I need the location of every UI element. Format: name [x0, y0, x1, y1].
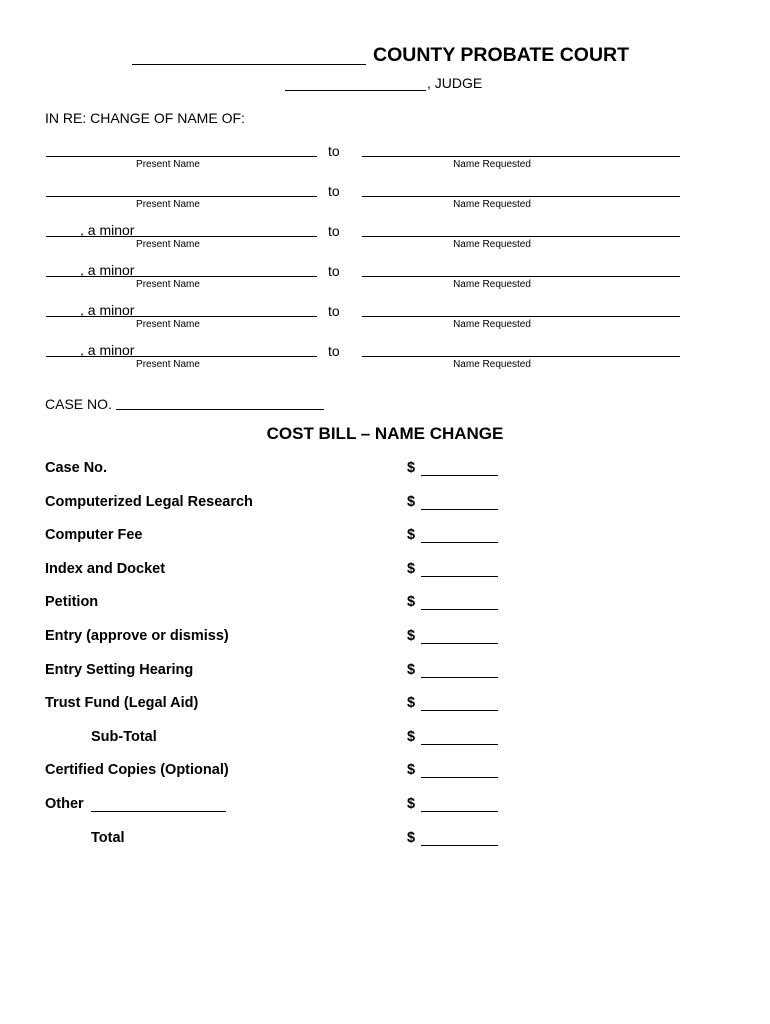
name-row: [0, 302, 770, 336]
name-requested-caption: Name Requested: [453, 359, 531, 370]
cost-item-row: [0, 695, 770, 717]
amount-blank: [421, 811, 498, 812]
name-row: [0, 222, 770, 256]
court-title: COUNTY PROBATE COURT: [373, 44, 630, 66]
cost-item-label: Entry Setting Hearing: [45, 661, 194, 678]
present-name-blank: [46, 196, 317, 197]
present-name-caption: Present Name: [136, 239, 200, 250]
judge-line: [0, 74, 770, 94]
case-number-blank: [116, 409, 324, 410]
present-name-caption: Present Name: [136, 279, 200, 290]
dollar-sign: $: [407, 594, 416, 611]
amount-blank: [421, 609, 498, 610]
dollar-sign: $: [407, 661, 416, 678]
cost-item-label: Total: [91, 829, 125, 846]
minor-label: , a minor: [80, 302, 135, 318]
requested-name-blank: [362, 156, 680, 157]
amount-blank: [421, 475, 498, 476]
dollar-sign: $: [407, 493, 416, 510]
amount-blank: [421, 710, 498, 711]
amount-blank: [421, 542, 498, 543]
present-name-caption: Present Name: [136, 359, 200, 370]
amount-blank: [421, 509, 498, 510]
name-row: [0, 182, 770, 216]
name-requested-caption: Name Requested: [453, 239, 531, 250]
amount-blank: [421, 777, 498, 778]
requested-name-blank: [362, 276, 680, 277]
to-label: to: [328, 183, 340, 199]
cost-item-row: [0, 494, 770, 516]
present-name-blank: [46, 156, 317, 157]
dollar-sign: $: [407, 796, 416, 812]
minor-label: , a minor: [80, 222, 135, 238]
cost-item-label: Trust Fund (Legal Aid): [45, 695, 199, 712]
case-number-label: CASE NO.: [45, 396, 112, 412]
present-name-caption: Present Name: [136, 319, 200, 330]
to-label: to: [328, 143, 340, 159]
cost-item-row: [0, 729, 770, 751]
amount-blank: [421, 845, 498, 846]
court-header: [0, 44, 770, 70]
dollar-sign: $: [407, 728, 416, 745]
cost-item-row: [0, 460, 770, 482]
amount-blank: [421, 677, 498, 678]
dollar-sign: $: [407, 762, 416, 779]
minor-label: , a minor: [80, 262, 135, 278]
cost-item-row: [0, 628, 770, 650]
name-requested-caption: Name Requested: [453, 319, 531, 330]
other-description-blank: [91, 811, 226, 812]
cost-item-label: Sub-Total: [91, 728, 157, 745]
dollar-sign: $: [407, 829, 416, 846]
name-requested-caption: Name Requested: [453, 159, 531, 170]
cost-item-label: Certified Copies (Optional): [45, 762, 229, 779]
dollar-sign: $: [407, 460, 416, 476]
cost-item-label: Computer Fee: [45, 527, 143, 544]
requested-name-blank: [362, 236, 680, 237]
name-requested-caption: Name Requested: [453, 279, 531, 290]
dollar-sign: $: [407, 560, 416, 577]
to-label: to: [328, 343, 340, 359]
name-row: [0, 262, 770, 296]
to-label: to: [328, 263, 340, 279]
cost-item-row: [0, 594, 770, 616]
cost-item-label: Index and Docket: [45, 560, 166, 577]
cost-item-row: [0, 796, 770, 818]
amount-blank: [421, 744, 498, 745]
cost-item-label: Petition: [45, 594, 99, 611]
judge-name-blank: [285, 90, 426, 91]
amount-blank: [421, 576, 498, 577]
cost-bill-title: COST BILL – NAME CHANGE: [266, 424, 504, 443]
name-row: [0, 342, 770, 376]
cost-item-label: Case No.: [45, 460, 108, 476]
requested-name-blank: [362, 316, 680, 317]
cost-item-row: [0, 527, 770, 549]
dollar-sign: $: [407, 628, 416, 644]
name-row: [0, 142, 770, 176]
amount-blank: [421, 643, 498, 644]
present-name-caption: Present Name: [136, 159, 200, 170]
cost-item-label: Entry (approve or dismiss): [45, 628, 229, 644]
cost-item-row: [0, 762, 770, 784]
cost-item-row: [0, 662, 770, 684]
in-re-heading: IN RE: CHANGE OF NAME OF:: [45, 110, 245, 126]
cost-item-row: [0, 830, 770, 852]
cost-item-row: [0, 561, 770, 583]
dollar-sign: $: [407, 695, 416, 712]
name-requested-caption: Name Requested: [453, 199, 531, 210]
to-label: to: [328, 303, 340, 319]
requested-name-blank: [362, 356, 680, 357]
requested-name-blank: [362, 196, 680, 197]
minor-label: , a minor: [80, 342, 135, 358]
present-name-caption: Present Name: [136, 199, 200, 210]
judge-label: , JUDGE: [427, 75, 483, 91]
county-name-blank: [132, 64, 366, 65]
cost-item-label: Other: [45, 796, 84, 812]
to-label: to: [328, 223, 340, 239]
dollar-sign: $: [407, 527, 416, 544]
cost-item-label: Computerized Legal Research: [45, 493, 253, 510]
